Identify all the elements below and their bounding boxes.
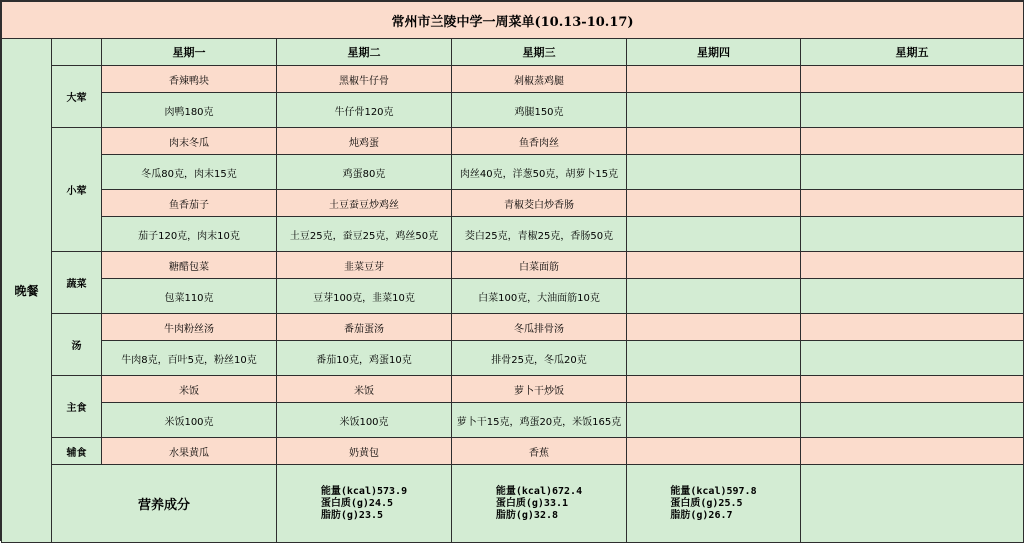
menu-row-soup-dish [2,314,1024,341]
weekly-menu-table [1,1,1024,543]
meal-label: 晚餐 [2,39,52,543]
dish-cell: 番茄蛋汤 [277,314,452,341]
quantity-cell: 冬瓜80克，肉末15克 [102,155,277,190]
quantity-cell: 米饭100克 [277,403,452,438]
dish-cell [801,252,1024,279]
nutrition-values [496,486,582,522]
dish-cell [627,190,801,217]
quantity-cell: 肉鸭180克 [102,93,277,128]
dish-cell: 肉末冬瓜 [102,128,277,155]
menu-row-extra-dish [2,438,1024,465]
dish-cell: 萝卜干炒饭 [452,376,627,403]
dish-cell: 白菜面筋 [452,252,627,279]
menu-row-side2-dish [2,190,1024,217]
energy-value: 能量(kcal)597.8 [670,485,757,497]
quantity-cell: 茄子120克，肉末10克 [102,217,277,252]
dish-cell: 米饭 [277,376,452,403]
quantity-cell [627,341,801,376]
protein-value: 蛋白质(g)24.5 [320,497,394,509]
category-soup: 汤 [52,314,102,376]
quantity-cell [801,341,1024,376]
dish-cell [627,128,801,155]
dish-cell: 水果黄瓜 [102,438,277,465]
menu-title: 常州市兰陵中学一周菜单(10.13-10.17) [2,2,1024,39]
quantity-cell [801,403,1024,438]
nutrition-row [2,465,1024,543]
dish-cell: 米饭 [102,376,277,403]
dish-cell: 香辣鸭块 [102,66,277,93]
energy-value: 能量(kcal)672.4 [495,485,583,497]
dish-cell [801,128,1024,155]
nutrition-cell [627,465,801,543]
quantity-cell [801,217,1024,252]
quantity-cell: 萝卜干15克，鸡蛋20克，米饭165克 [452,403,627,438]
dish-cell: 韭菜豆芽 [277,252,452,279]
protein-value: 蛋白质(g)33.1 [495,497,569,509]
dish-cell [627,66,801,93]
menu-row-side1-qty [2,155,1024,190]
menu-row-soup-qty [2,341,1024,376]
dish-cell [627,252,801,279]
day-header-row [2,39,1024,66]
nutrition-cell [801,465,1024,543]
quantity-cell: 土豆25克，蚕豆25克，鸡丝50克 [277,217,452,252]
dish-cell: 黑椒牛仔骨 [277,66,452,93]
quantity-cell: 茭白25克，青椒25克，香肠50克 [452,217,627,252]
dish-cell: 青椒茭白炒香肠 [452,190,627,217]
dish-cell: 糖醋包菜 [102,252,277,279]
quantity-cell [627,217,801,252]
quantity-cell: 牛仔骨120克 [277,93,452,128]
fat-value: 脂肪(g)32.8 [495,509,559,521]
dish-cell: 牛肉粉丝汤 [102,314,277,341]
dish-cell: 香蕉 [452,438,627,465]
day-header: 星期一 [102,39,277,66]
day-header: 星期五 [801,39,1024,66]
dish-cell: 土豆蚕豆炒鸡丝 [277,190,452,217]
quantity-cell: 鸡蛋80克 [277,155,452,190]
category-veg: 蔬菜 [52,252,102,314]
day-header: 星期二 [277,39,452,66]
dish-cell [801,314,1024,341]
menu-row-veg-qty [2,279,1024,314]
nutrition-values [321,486,407,522]
nutrition-label: 营养成分 [52,465,277,543]
dish-cell [801,190,1024,217]
quantity-cell: 白菜100克，大油面筋10克 [452,279,627,314]
menu-row-side2-qty [2,217,1024,252]
nutrition-cell [277,465,452,543]
dish-cell: 炖鸡蛋 [277,128,452,155]
quantity-cell: 牛肉8克，百叶5克，粉丝10克 [102,341,277,376]
quantity-cell: 豆芽100克，韭菜10克 [277,279,452,314]
quantity-cell [801,279,1024,314]
energy-value: 能量(kcal)573.9 [320,485,408,497]
category-side: 小荤 [52,128,102,252]
quantity-cell [627,155,801,190]
dish-cell [627,376,801,403]
day-header: 星期四 [627,39,801,66]
dish-cell [627,314,801,341]
quantity-cell [627,403,801,438]
nutrition-cell [452,465,627,543]
dish-cell: 鱼香茄子 [102,190,277,217]
dish-cell: 奶黄包 [277,438,452,465]
dish-cell [627,438,801,465]
quantity-cell: 排骨25克，冬瓜20克 [452,341,627,376]
day-header: 星期三 [452,39,627,66]
nutrition-values [670,486,756,522]
dish-cell [801,438,1024,465]
menu-row-main-dish [2,66,1024,93]
menu-row-side1-dish [2,128,1024,155]
quantity-cell [801,155,1024,190]
dish-cell: 冬瓜排骨汤 [452,314,627,341]
quantity-cell: 肉丝40克，洋葱50克，胡萝卜15克 [452,155,627,190]
dish-cell: 剁椒蒸鸡腿 [452,66,627,93]
fat-value: 脂肪(g)26.7 [670,509,733,521]
menu-row-staple-dish [2,376,1024,403]
menu-row-staple-qty [2,403,1024,438]
quantity-cell: 鸡腿150克 [452,93,627,128]
menu-row-veg-dish [2,252,1024,279]
title-row [2,2,1024,39]
dish-cell [801,376,1024,403]
fat-value: 脂肪(g)23.5 [320,509,384,521]
header-corner [52,39,102,66]
dish-cell: 鱼香肉丝 [452,128,627,155]
dish-cell [801,66,1024,93]
quantity-cell [801,93,1024,128]
quantity-cell: 米饭100克 [102,403,277,438]
category-staple: 主食 [52,376,102,438]
menu-row-main-qty [2,93,1024,128]
quantity-cell: 包菜110克 [102,279,277,314]
quantity-cell: 番茄10克，鸡蛋10克 [277,341,452,376]
category-main: 大荤 [52,66,102,128]
category-extra: 辅食 [52,438,102,465]
quantity-cell [627,93,801,128]
quantity-cell [627,279,801,314]
protein-value: 蛋白质(g)25.5 [670,497,743,509]
